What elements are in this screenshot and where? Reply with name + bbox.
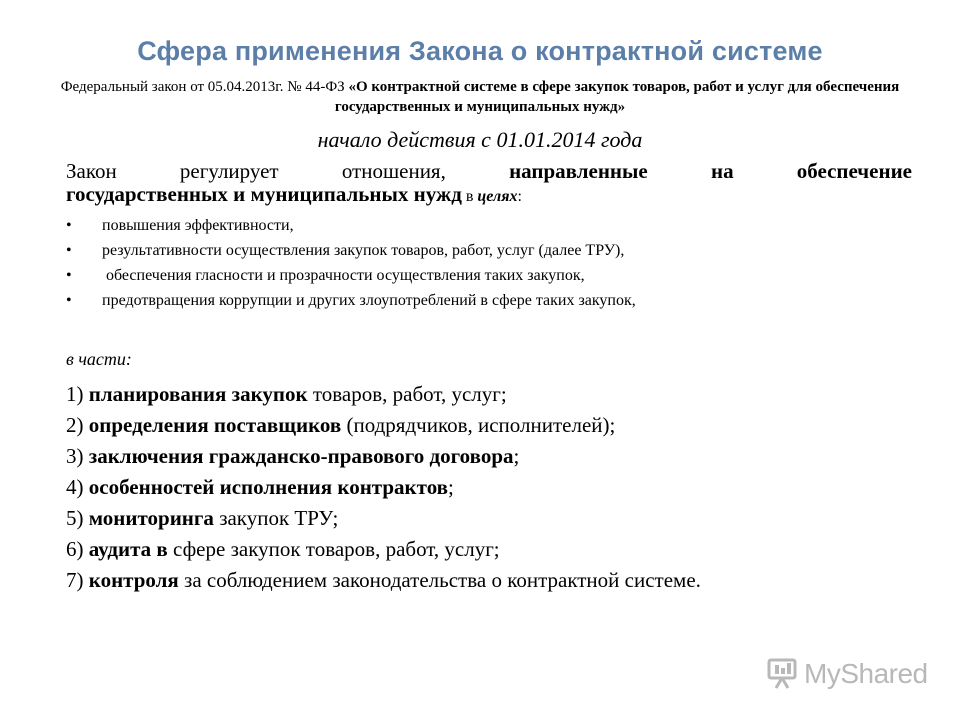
presentation-icon (766, 656, 800, 692)
intro-line-1 (66, 160, 912, 183)
goal-text: обеспечения гласности и прозрачности осуществления таких закупок, (102, 267, 585, 284)
watermark (766, 656, 926, 692)
bullet-icon: • (66, 267, 72, 284)
part-rest: за соблюдением законодательства о контрактной системе. (178, 568, 701, 592)
start-date: начало действия с 01.01.2014 года (317, 127, 643, 152)
part-number: 2) (66, 413, 89, 437)
part-bold: планирования закупок (88, 382, 308, 406)
goals-list (56, 213, 926, 313)
list-item (56, 288, 926, 313)
part-bold: особенностей исполнения контрактов (88, 475, 449, 499)
part-number: 1) (66, 382, 89, 406)
parts-list (66, 379, 926, 596)
goal-text: повышения эффективности, (102, 217, 294, 234)
intro-connector: в (461, 188, 478, 205)
bullet-icon: • (66, 292, 72, 309)
part-number: 6) (66, 537, 89, 561)
law-reference-prefix: Федеральный закон от 05.04.2013г. № 44-ФЗ (60, 79, 349, 95)
part-rest: ; (448, 475, 454, 499)
intro-bold-2: государственных и муниципальных нужд (66, 182, 462, 206)
part-rest: сфере закупок товаров, работ, услуг; (167, 537, 500, 561)
in-part-label: в части: (66, 349, 132, 369)
part-bold: аудита в (88, 537, 168, 561)
intro-bold: направленные на обеспечение (509, 159, 912, 183)
part-rest: ; (513, 444, 520, 468)
intro-goals-word: целях (477, 188, 518, 205)
watermark-text: MyShared (804, 658, 928, 689)
part-number: 5) (66, 506, 89, 530)
part-rest: закупок ТРУ; (213, 506, 339, 530)
part-bold: мониторинга (88, 506, 214, 530)
part-bold: контроля (88, 568, 179, 592)
intro-colon: : (517, 188, 522, 205)
list-item (66, 503, 926, 534)
list-item (56, 213, 926, 238)
bullet-icon: • (66, 217, 72, 234)
part-rest: товаров, работ, услуг; (307, 382, 507, 406)
slide-title: Сфера применения Закона о контрактной системе (137, 36, 823, 66)
part-number: 4) (66, 475, 89, 499)
law-reference-name: «О контрактной системе в сфере закупок товаров, работ и услуг для обеспечения государственных и муниципальных нужд» (334, 79, 900, 115)
list-item (66, 441, 926, 472)
goal-text: результативности осуществления закупок товаров, работ, услуг (далее ТРУ), (102, 242, 625, 259)
goal-text: предотвращения коррупции и других злоупотреблений в сфере таких закупок, (102, 292, 636, 309)
law-reference (40, 77, 920, 117)
bullet-icon: • (66, 242, 72, 259)
list-item (66, 410, 926, 441)
list-item (66, 379, 926, 410)
list-item (56, 238, 926, 263)
list-item (66, 472, 926, 503)
list-item (56, 263, 926, 288)
intro-line-2 (66, 183, 912, 208)
intro-regular: Закон регулирует отношения, (66, 159, 510, 183)
list-item (66, 565, 926, 596)
part-number: 7) (66, 568, 89, 592)
part-number: 3) (66, 444, 89, 468)
part-bold: определения поставщиков (88, 413, 342, 437)
part-rest: (подрядчиков, исполнителей); (341, 413, 616, 437)
part-bold: заключения гражданско-правового договора (88, 444, 514, 468)
list-item (66, 534, 926, 565)
